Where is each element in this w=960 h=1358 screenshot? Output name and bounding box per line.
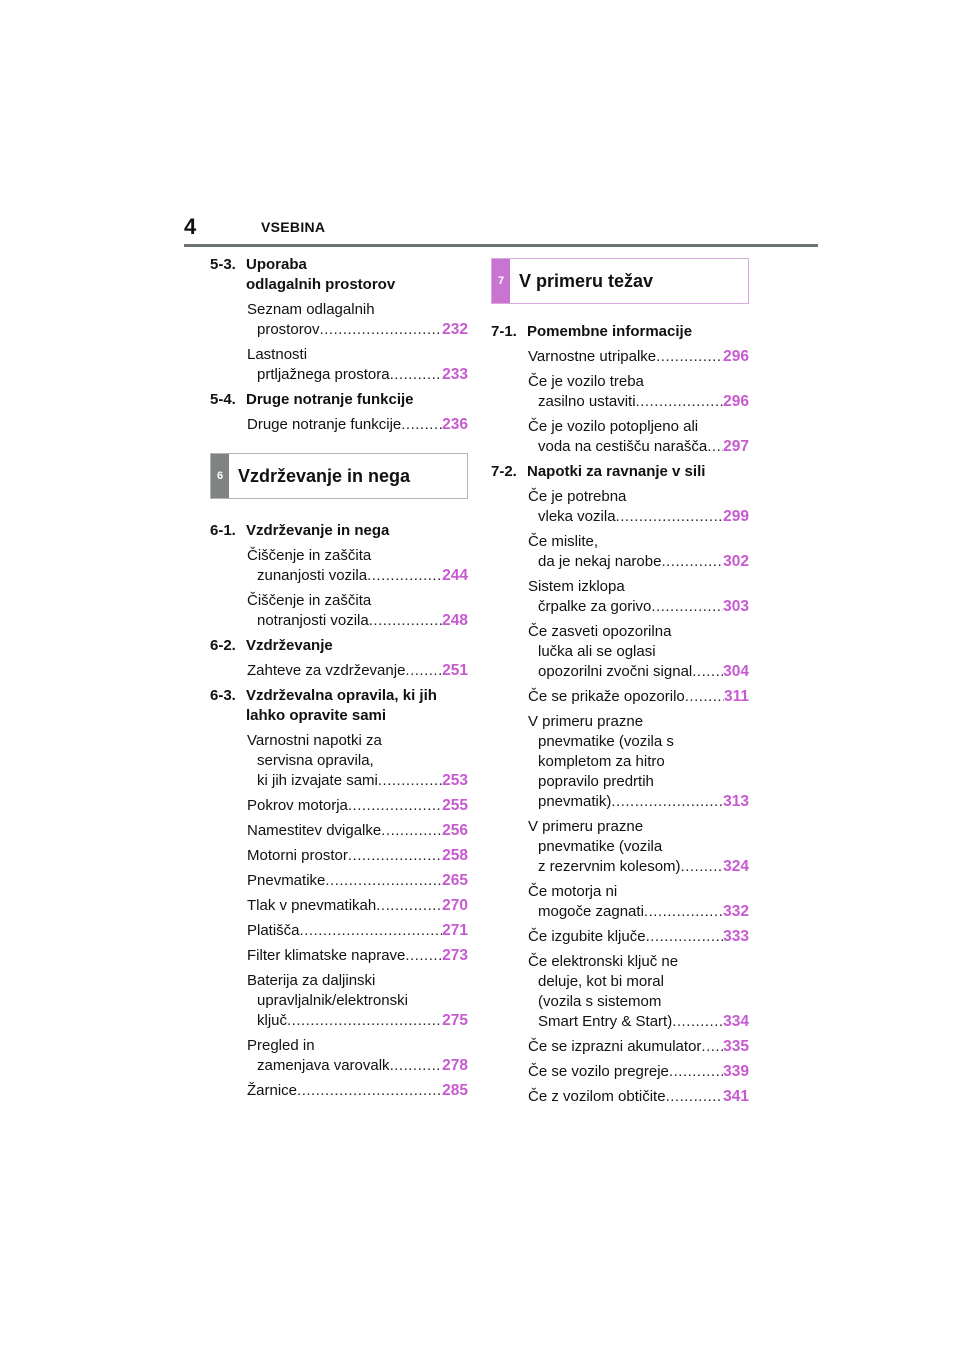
page-link[interactable]: 255 bbox=[442, 797, 468, 814]
page-link[interactable]: 311 bbox=[723, 688, 749, 705]
page-link[interactable]: 253 bbox=[442, 772, 468, 789]
entry-text: Če je potrebna bbox=[528, 488, 627, 505]
page-link[interactable]: 256 bbox=[442, 822, 468, 839]
dot-leader bbox=[669, 1062, 723, 1082]
dot-leader bbox=[369, 611, 442, 631]
entry-text: da je nekaj narobe bbox=[538, 553, 662, 570]
dot-leader bbox=[661, 552, 723, 572]
entry-text: Seznam odlagalnih bbox=[247, 301, 375, 318]
entry-text: pnevmatike (vozila s bbox=[538, 733, 674, 750]
toc-entry[interactable] bbox=[247, 1081, 468, 1101]
page-link[interactable]: 248 bbox=[442, 612, 468, 629]
entry-text: servisna opravila, bbox=[257, 752, 374, 769]
entry-text: Tlak v pnevmatikah bbox=[247, 897, 377, 914]
page-link[interactable]: 332 bbox=[723, 903, 749, 920]
section-title: Vzdrževanje in nega bbox=[246, 522, 390, 539]
entry-text: Druge notranje funkcije bbox=[247, 416, 402, 433]
entry-text: Če se izprazni akumulator bbox=[528, 1038, 702, 1055]
page-link[interactable]: 270 bbox=[442, 897, 468, 914]
section-number: 6-1. bbox=[210, 522, 236, 539]
entry-text: Baterija za daljinski bbox=[247, 972, 376, 989]
entry-text: Varnostni napotki za bbox=[247, 732, 382, 749]
dot-leader bbox=[401, 415, 442, 435]
entry-text: zasilno ustaviti bbox=[538, 393, 636, 410]
entry-text: Čiščenje in zaščita bbox=[247, 592, 372, 609]
page-number: 4 bbox=[184, 214, 197, 239]
page-header bbox=[184, 214, 818, 248]
section-number: 5-3. bbox=[210, 256, 236, 273]
entry-text: Lastnosti bbox=[247, 346, 308, 363]
page-link[interactable]: 232 bbox=[442, 321, 468, 338]
dot-leader bbox=[651, 597, 723, 617]
section-title: Druge notranje funkcije bbox=[246, 391, 414, 408]
toc-section-7-2[interactable] bbox=[491, 462, 749, 482]
dot-leader bbox=[390, 365, 443, 385]
section-title: Vzdrževalna opravila, ki jih bbox=[246, 687, 437, 704]
toc-section-7-1[interactable] bbox=[491, 322, 749, 342]
entry-text: mogoče zagnati bbox=[538, 903, 644, 920]
entry-text: prostorov bbox=[257, 321, 320, 338]
section-title: Uporaba bbox=[246, 256, 307, 273]
chapter-title: Vzdrževanje in nega bbox=[238, 466, 411, 486]
dot-leader bbox=[390, 1056, 443, 1076]
entry-text: Če motorja ni bbox=[528, 883, 618, 900]
dot-leader bbox=[707, 437, 723, 457]
toc-entry[interactable] bbox=[247, 821, 468, 841]
toc-entry[interactable] bbox=[528, 882, 749, 922]
entry-text: opozorilni zvočni signal bbox=[538, 663, 693, 680]
dot-leader bbox=[297, 1081, 442, 1101]
page-link[interactable]: 296 bbox=[723, 348, 749, 365]
entry-text: upravljalnik/elektronski bbox=[257, 992, 408, 1009]
chapter-6-box[interactable] bbox=[210, 453, 468, 499]
toc-entry[interactable] bbox=[528, 687, 749, 707]
entry-text: ki jih izvajate sami bbox=[257, 772, 378, 789]
entry-text: Varnostne utripalke bbox=[528, 348, 657, 365]
dot-leader bbox=[611, 792, 723, 812]
dot-leader bbox=[287, 1011, 442, 1031]
section-number: 6-3. bbox=[210, 687, 236, 704]
page-link[interactable]: 302 bbox=[723, 553, 749, 570]
toc-entry[interactable] bbox=[528, 487, 749, 527]
toc-right-column bbox=[491, 255, 749, 1112]
entry-text: Pokrov motorja bbox=[247, 797, 348, 814]
entry-text: Zahteve za vzdrževanje bbox=[247, 662, 406, 679]
header-rule bbox=[184, 244, 818, 247]
entry-text: pnevmatike (vozila bbox=[538, 838, 663, 855]
entry-text: notranjosti vozila bbox=[257, 612, 369, 629]
chapter-7-box[interactable] bbox=[491, 258, 749, 304]
page-link[interactable]: 275 bbox=[442, 1012, 468, 1029]
toc-entry[interactable] bbox=[247, 896, 468, 916]
page-link[interactable]: 278 bbox=[442, 1057, 468, 1074]
dot-leader bbox=[325, 871, 442, 891]
toc-entry[interactable] bbox=[247, 345, 468, 385]
dot-leader bbox=[681, 857, 724, 877]
dot-leader bbox=[376, 896, 442, 916]
toc-entry[interactable] bbox=[247, 546, 468, 586]
entry-text: Če z vozilom obtičite bbox=[528, 1088, 666, 1105]
entry-text: črpalke za gorivo bbox=[538, 598, 652, 615]
page-link[interactable]: 251 bbox=[442, 662, 468, 679]
section-title: odlagalnih prostorov bbox=[246, 276, 396, 293]
toc-section-6-1[interactable] bbox=[210, 521, 468, 541]
dot-leader bbox=[405, 946, 442, 966]
dot-leader bbox=[367, 566, 442, 586]
dot-leader bbox=[644, 902, 723, 922]
dot-leader bbox=[701, 1037, 723, 1057]
entry-text: Namestitev dvigalke bbox=[247, 822, 382, 839]
dot-leader bbox=[646, 927, 724, 947]
dot-leader bbox=[616, 507, 724, 527]
chapter-tab: 7 bbox=[492, 259, 510, 303]
section-title: lahko opravite sami bbox=[246, 707, 387, 724]
page-link[interactable]: 297 bbox=[723, 438, 749, 455]
toc-entry[interactable] bbox=[528, 577, 749, 617]
page-link[interactable]: 296 bbox=[723, 393, 749, 410]
toc-entry[interactable] bbox=[528, 372, 749, 412]
toc-entry[interactable] bbox=[528, 532, 749, 572]
toc-entry[interactable] bbox=[247, 1036, 468, 1076]
entry-text: deluje, kot bi moral bbox=[538, 973, 664, 990]
page-link[interactable]: 299 bbox=[723, 508, 749, 525]
toc-entry[interactable] bbox=[528, 417, 749, 457]
toc-entry[interactable] bbox=[247, 415, 468, 435]
chapter-tab: 6 bbox=[211, 454, 229, 498]
entry-text: Motorni prostor bbox=[247, 847, 348, 864]
dot-leader bbox=[685, 687, 724, 707]
entry-text: Platišča bbox=[247, 922, 300, 939]
page-link[interactable]: 265 bbox=[442, 872, 468, 889]
page-link[interactable]: 244 bbox=[442, 567, 468, 584]
toc-section-6-3[interactable] bbox=[210, 686, 468, 726]
page-link[interactable]: 285 bbox=[442, 1082, 468, 1099]
entry-text: Pnevmatike bbox=[247, 872, 326, 889]
entry-text: popravilo predrtih bbox=[538, 773, 654, 790]
toc-entry[interactable] bbox=[247, 661, 468, 681]
entry-text: zunanjosti vozila bbox=[257, 567, 368, 584]
dot-leader bbox=[666, 1087, 724, 1107]
header-title: VSEBINA bbox=[261, 219, 326, 235]
entry-text: V primeru prazne bbox=[528, 818, 644, 835]
entry-text: Če je vozilo potopljeno ali bbox=[528, 418, 699, 435]
dot-leader bbox=[348, 846, 442, 866]
entry-text: lučka ali se oglasi bbox=[538, 643, 656, 660]
entry-text: Filter klimatske naprave bbox=[247, 947, 406, 964]
entry-text: Če se vozilo pregreje bbox=[528, 1063, 669, 1080]
entry-text: V primeru prazne bbox=[528, 713, 644, 730]
page-link[interactable]: 303 bbox=[723, 598, 749, 615]
page-link[interactable]: 339 bbox=[723, 1063, 749, 1080]
dot-leader bbox=[692, 662, 723, 682]
dot-leader bbox=[672, 1012, 723, 1032]
dot-leader bbox=[636, 392, 724, 412]
chapter-title: V primeru težav bbox=[519, 271, 654, 291]
toc-left-column bbox=[210, 255, 468, 1106]
toc-entry[interactable] bbox=[247, 946, 468, 966]
toc-entry[interactable] bbox=[528, 347, 749, 367]
section-number: 5-4. bbox=[210, 391, 236, 408]
toc-entry[interactable] bbox=[247, 846, 468, 866]
entry-text: (vozila s sistemom bbox=[538, 993, 662, 1010]
page-link[interactable]: 236 bbox=[442, 416, 468, 433]
page-link[interactable]: 233 bbox=[442, 366, 468, 383]
toc-entry[interactable] bbox=[528, 1062, 749, 1082]
dot-leader bbox=[300, 921, 443, 941]
toc-entry[interactable] bbox=[247, 300, 468, 340]
toc-entry[interactable] bbox=[247, 796, 468, 816]
dot-leader bbox=[656, 347, 723, 367]
entry-text: Čiščenje in zaščita bbox=[247, 547, 372, 564]
page-link[interactable]: 258 bbox=[442, 847, 468, 864]
entry-text: z rezervnim kolesom) bbox=[538, 858, 681, 875]
toc-entry[interactable] bbox=[528, 927, 749, 947]
entry-text: Smart Entry & Start) bbox=[538, 1013, 673, 1030]
toc-section-5-4[interactable] bbox=[210, 390, 468, 410]
dot-leader bbox=[320, 320, 443, 340]
toc-entry[interactable] bbox=[247, 591, 468, 631]
page-link[interactable]: 341 bbox=[723, 1088, 749, 1105]
section-number: 6-2. bbox=[210, 637, 236, 654]
toc-entry[interactable] bbox=[528, 622, 749, 682]
entry-text: prtljažnega prostora bbox=[257, 366, 390, 383]
page-link[interactable]: 271 bbox=[442, 922, 468, 939]
entry-text: pnevmatik) bbox=[538, 793, 612, 810]
page-link[interactable]: 313 bbox=[723, 793, 749, 810]
page-link[interactable]: 335 bbox=[723, 1038, 749, 1055]
toc-entry[interactable] bbox=[528, 952, 749, 1032]
entry-text: voda na cestišču narašča bbox=[538, 438, 708, 455]
toc-entry[interactable] bbox=[528, 712, 749, 812]
section-number: 7-2. bbox=[491, 463, 517, 480]
page-link[interactable]: 273 bbox=[442, 947, 468, 964]
section-title: Pomembne informacije bbox=[527, 323, 693, 340]
entry-text: Če izgubite ključe bbox=[528, 928, 646, 945]
entry-text: Če je vozilo treba bbox=[528, 373, 644, 390]
toc-entry[interactable] bbox=[247, 871, 468, 891]
dot-leader bbox=[348, 796, 442, 816]
toc-entry[interactable] bbox=[247, 731, 468, 791]
section-title: Vzdrževanje bbox=[246, 637, 333, 654]
entry-text: Žarnice bbox=[247, 1082, 298, 1099]
entry-text: Če elektronski ključ ne bbox=[528, 953, 679, 970]
dot-leader bbox=[405, 661, 442, 681]
section-number: 7-1. bbox=[491, 323, 517, 340]
toc-section-5-3[interactable] bbox=[210, 255, 468, 295]
entry-text: Če zasveti opozorilna bbox=[528, 623, 672, 640]
entry-text: Pregled in bbox=[247, 1037, 315, 1054]
entry-text: vleka vozila bbox=[538, 508, 616, 525]
section-title: Napotki za ravnanje v sili bbox=[527, 463, 706, 480]
page-link[interactable]: 304 bbox=[723, 663, 749, 680]
entry-text: Če mislite, bbox=[528, 533, 599, 550]
entry-text: kompletom za hitro bbox=[538, 753, 665, 770]
toc-section-6-2[interactable] bbox=[210, 636, 468, 656]
toc-entry[interactable] bbox=[528, 1087, 749, 1107]
dot-leader bbox=[381, 821, 442, 841]
entry-text: zamenjava varovalk bbox=[257, 1057, 390, 1074]
toc-entry[interactable] bbox=[528, 817, 749, 877]
entry-text: Če se prikaže opozorilo bbox=[528, 688, 685, 705]
toc-entry[interactable] bbox=[247, 971, 468, 1031]
toc-entry[interactable] bbox=[247, 921, 468, 941]
toc-entry[interactable] bbox=[528, 1037, 749, 1057]
entry-text: ključ bbox=[257, 1012, 288, 1029]
entry-text: Sistem izklopa bbox=[528, 578, 625, 595]
page-link[interactable]: 324 bbox=[723, 858, 749, 875]
page-link[interactable]: 334 bbox=[723, 1013, 749, 1030]
page-link[interactable]: 333 bbox=[723, 928, 749, 945]
dot-leader bbox=[378, 771, 442, 791]
